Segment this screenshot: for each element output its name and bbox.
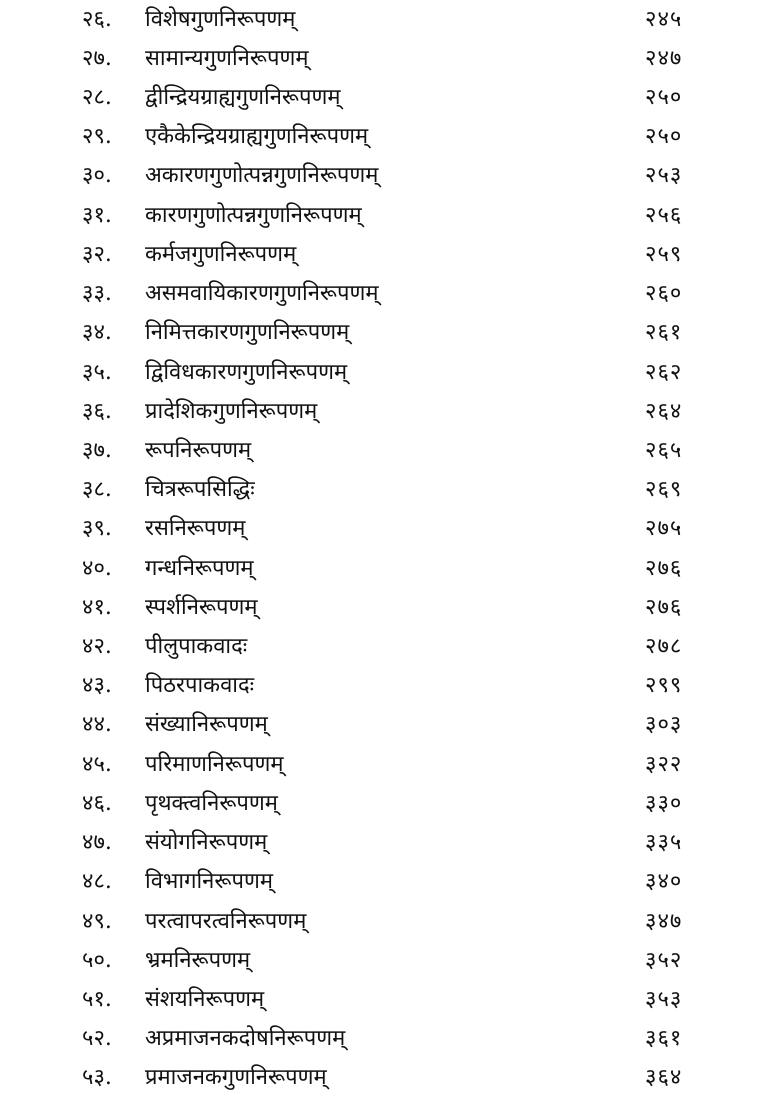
toc-entry	[0, 196, 780, 236]
entry-page-number: ३२२	[645, 752, 683, 777]
entry-title: रूपनिरूपणम्	[145, 438, 252, 463]
entry-title: विभागनिरूपणम्	[145, 869, 274, 894]
toc-entry	[0, 1058, 780, 1098]
toc-entry	[0, 1019, 780, 1059]
entry-number: ३०.	[82, 163, 112, 188]
entry-page-number: २७६	[645, 556, 683, 581]
entry-number: ४९.	[82, 909, 112, 934]
toc-entry	[0, 862, 780, 902]
entry-title: अप्रमाजनकदोषनिरूपणम्	[145, 1026, 346, 1051]
entry-number: ४७.	[82, 830, 112, 855]
entry-number: २८.	[82, 85, 112, 110]
entry-number: ५२.	[82, 1026, 112, 1051]
entry-number: ४३.	[82, 673, 112, 698]
entry-title: संयोगनिरूपणम्	[145, 830, 268, 855]
entry-number: ४४.	[82, 712, 112, 737]
entry-page-number: २५६	[645, 203, 683, 228]
entry-title: द्विविधकारणगुणनिरूपणम्	[145, 360, 348, 385]
entry-number: ३८.	[82, 477, 112, 502]
entry-title: एकैकेन्द्रियग्राह्यगुणनिरूपणम्	[145, 124, 369, 149]
entry-page-number: २५०	[645, 124, 683, 149]
entry-title: परिमाणनिरूपणम्	[145, 752, 284, 777]
entry-number: २९.	[82, 124, 112, 149]
entry-title: संख्यानिरूपणम्	[145, 712, 268, 737]
entry-page-number: ३६४	[645, 1065, 683, 1090]
entry-number: २६.	[82, 7, 112, 32]
entry-title: भ्रमनिरूपणम्	[145, 948, 251, 973]
entry-page-number: २९९	[645, 673, 683, 698]
entry-number: ३२.	[82, 242, 112, 267]
entry-page-number: ३३५	[645, 830, 683, 855]
entry-title: द्वीन्द्रियग्राह्यगुणनिरूपणम्	[145, 85, 341, 110]
toc-entry	[0, 39, 780, 79]
toc-entry	[0, 980, 780, 1020]
entry-page-number: २६२	[645, 360, 683, 385]
toc-entry	[0, 470, 780, 510]
toc-entry	[0, 274, 780, 314]
toc-entry	[0, 431, 780, 471]
entry-number: ४५.	[82, 752, 112, 777]
entry-number: ४२.	[82, 634, 112, 659]
entry-page-number: २६१	[645, 320, 683, 345]
toc-entry	[0, 509, 780, 549]
entry-number: ३५.	[82, 360, 112, 385]
entry-page-number: २७५	[645, 516, 683, 541]
entry-number: ३६.	[82, 399, 112, 424]
entry-page-number: ३३०	[645, 791, 683, 816]
entry-title: प्रमाजनकगुणनिरूपणम्	[145, 1065, 327, 1090]
entry-title: अकारणगुणोत्पन्नगुणनिरूपणम्	[145, 163, 379, 188]
entry-title: स्पर्शनिरूपणम्	[145, 595, 258, 620]
toc-entry	[0, 627, 780, 667]
entry-number: ३७.	[82, 438, 112, 463]
entry-page-number: ३४०	[645, 869, 683, 894]
toc-entry	[0, 117, 780, 157]
entry-page-number: ३४७	[645, 909, 683, 934]
entry-title: गन्धनिरूपणम्	[145, 556, 254, 581]
entry-title: विशेषगुणनिरूपणम्	[145, 7, 296, 32]
toc-entry	[0, 902, 780, 942]
toc-entry	[0, 235, 780, 275]
entry-page-number: २७६	[645, 595, 683, 620]
toc-entry	[0, 784, 780, 824]
entry-number: ३३.	[82, 281, 112, 306]
entry-page-number: ३५३	[645, 987, 683, 1012]
entry-page-number: २५३	[645, 163, 683, 188]
toc-entry	[0, 705, 780, 745]
entry-title: प्रादेशिकगुणनिरूपणम्	[145, 399, 318, 424]
toc-entry	[0, 156, 780, 196]
toc-entry	[0, 0, 780, 40]
entry-title: सामान्यगुणनिरूपणम्	[145, 46, 309, 71]
toc-entry	[0, 588, 780, 628]
entry-number: ३१.	[82, 203, 112, 228]
toc-entry	[0, 941, 780, 981]
toc-entry	[0, 666, 780, 706]
entry-number: ३९.	[82, 516, 112, 541]
entry-title: पृथक्त्वनिरूपणम्	[145, 791, 278, 816]
entry-page-number: २५९	[645, 242, 683, 267]
entry-title: संशयनिरूपणम्	[145, 987, 265, 1012]
entry-number: ५३.	[82, 1065, 112, 1090]
entry-page-number: २४५	[645, 7, 683, 32]
toc-entry	[0, 353, 780, 393]
entry-number: ४८.	[82, 869, 112, 894]
entry-page-number: २७८	[645, 634, 683, 659]
entry-number: ५०.	[82, 948, 112, 973]
entry-page-number: ३०३	[645, 712, 683, 737]
entry-number: ५१.	[82, 987, 112, 1012]
entry-title: कारणगुणोत्पन्नगुणनिरूपणम्	[145, 203, 362, 228]
entry-title: परत्वापरत्वनिरूपणम्	[145, 909, 307, 934]
entry-number: ३४.	[82, 320, 112, 345]
toc-entry	[0, 313, 780, 353]
entry-page-number: २५०	[645, 85, 683, 110]
entry-page-number: ३६१	[645, 1026, 683, 1051]
toc-entry	[0, 549, 780, 589]
entry-title: निमित्तकारणगुणनिरूपणम्	[145, 320, 350, 345]
toc-entry	[0, 392, 780, 432]
entry-page-number: २६४	[645, 399, 683, 424]
entry-page-number: ३५२	[645, 948, 683, 973]
toc-entry	[0, 745, 780, 785]
entry-title: पीलुपाकवादः	[145, 634, 248, 659]
toc-entry	[0, 78, 780, 118]
entry-page-number: २६९	[645, 477, 683, 502]
entry-number: २७.	[82, 46, 112, 71]
entry-page-number: २४७	[645, 46, 683, 71]
entry-number: ४६.	[82, 791, 112, 816]
entry-title: रसनिरूपणम्	[145, 516, 246, 541]
entry-page-number: २६०	[645, 281, 683, 306]
entry-number: ४१.	[82, 595, 112, 620]
entry-title: पिठरपाकवादः	[145, 673, 255, 698]
entry-title: चित्ररूपसिद्धिः	[145, 477, 255, 502]
entry-title: असमवायिकारणगुणनिरूपणम्	[145, 281, 379, 306]
entry-number: ४०.	[82, 556, 112, 581]
entry-page-number: २६५	[645, 438, 683, 463]
toc-entry	[0, 823, 780, 863]
entry-title: कर्मजगुणनिरूपणम्	[145, 242, 297, 267]
